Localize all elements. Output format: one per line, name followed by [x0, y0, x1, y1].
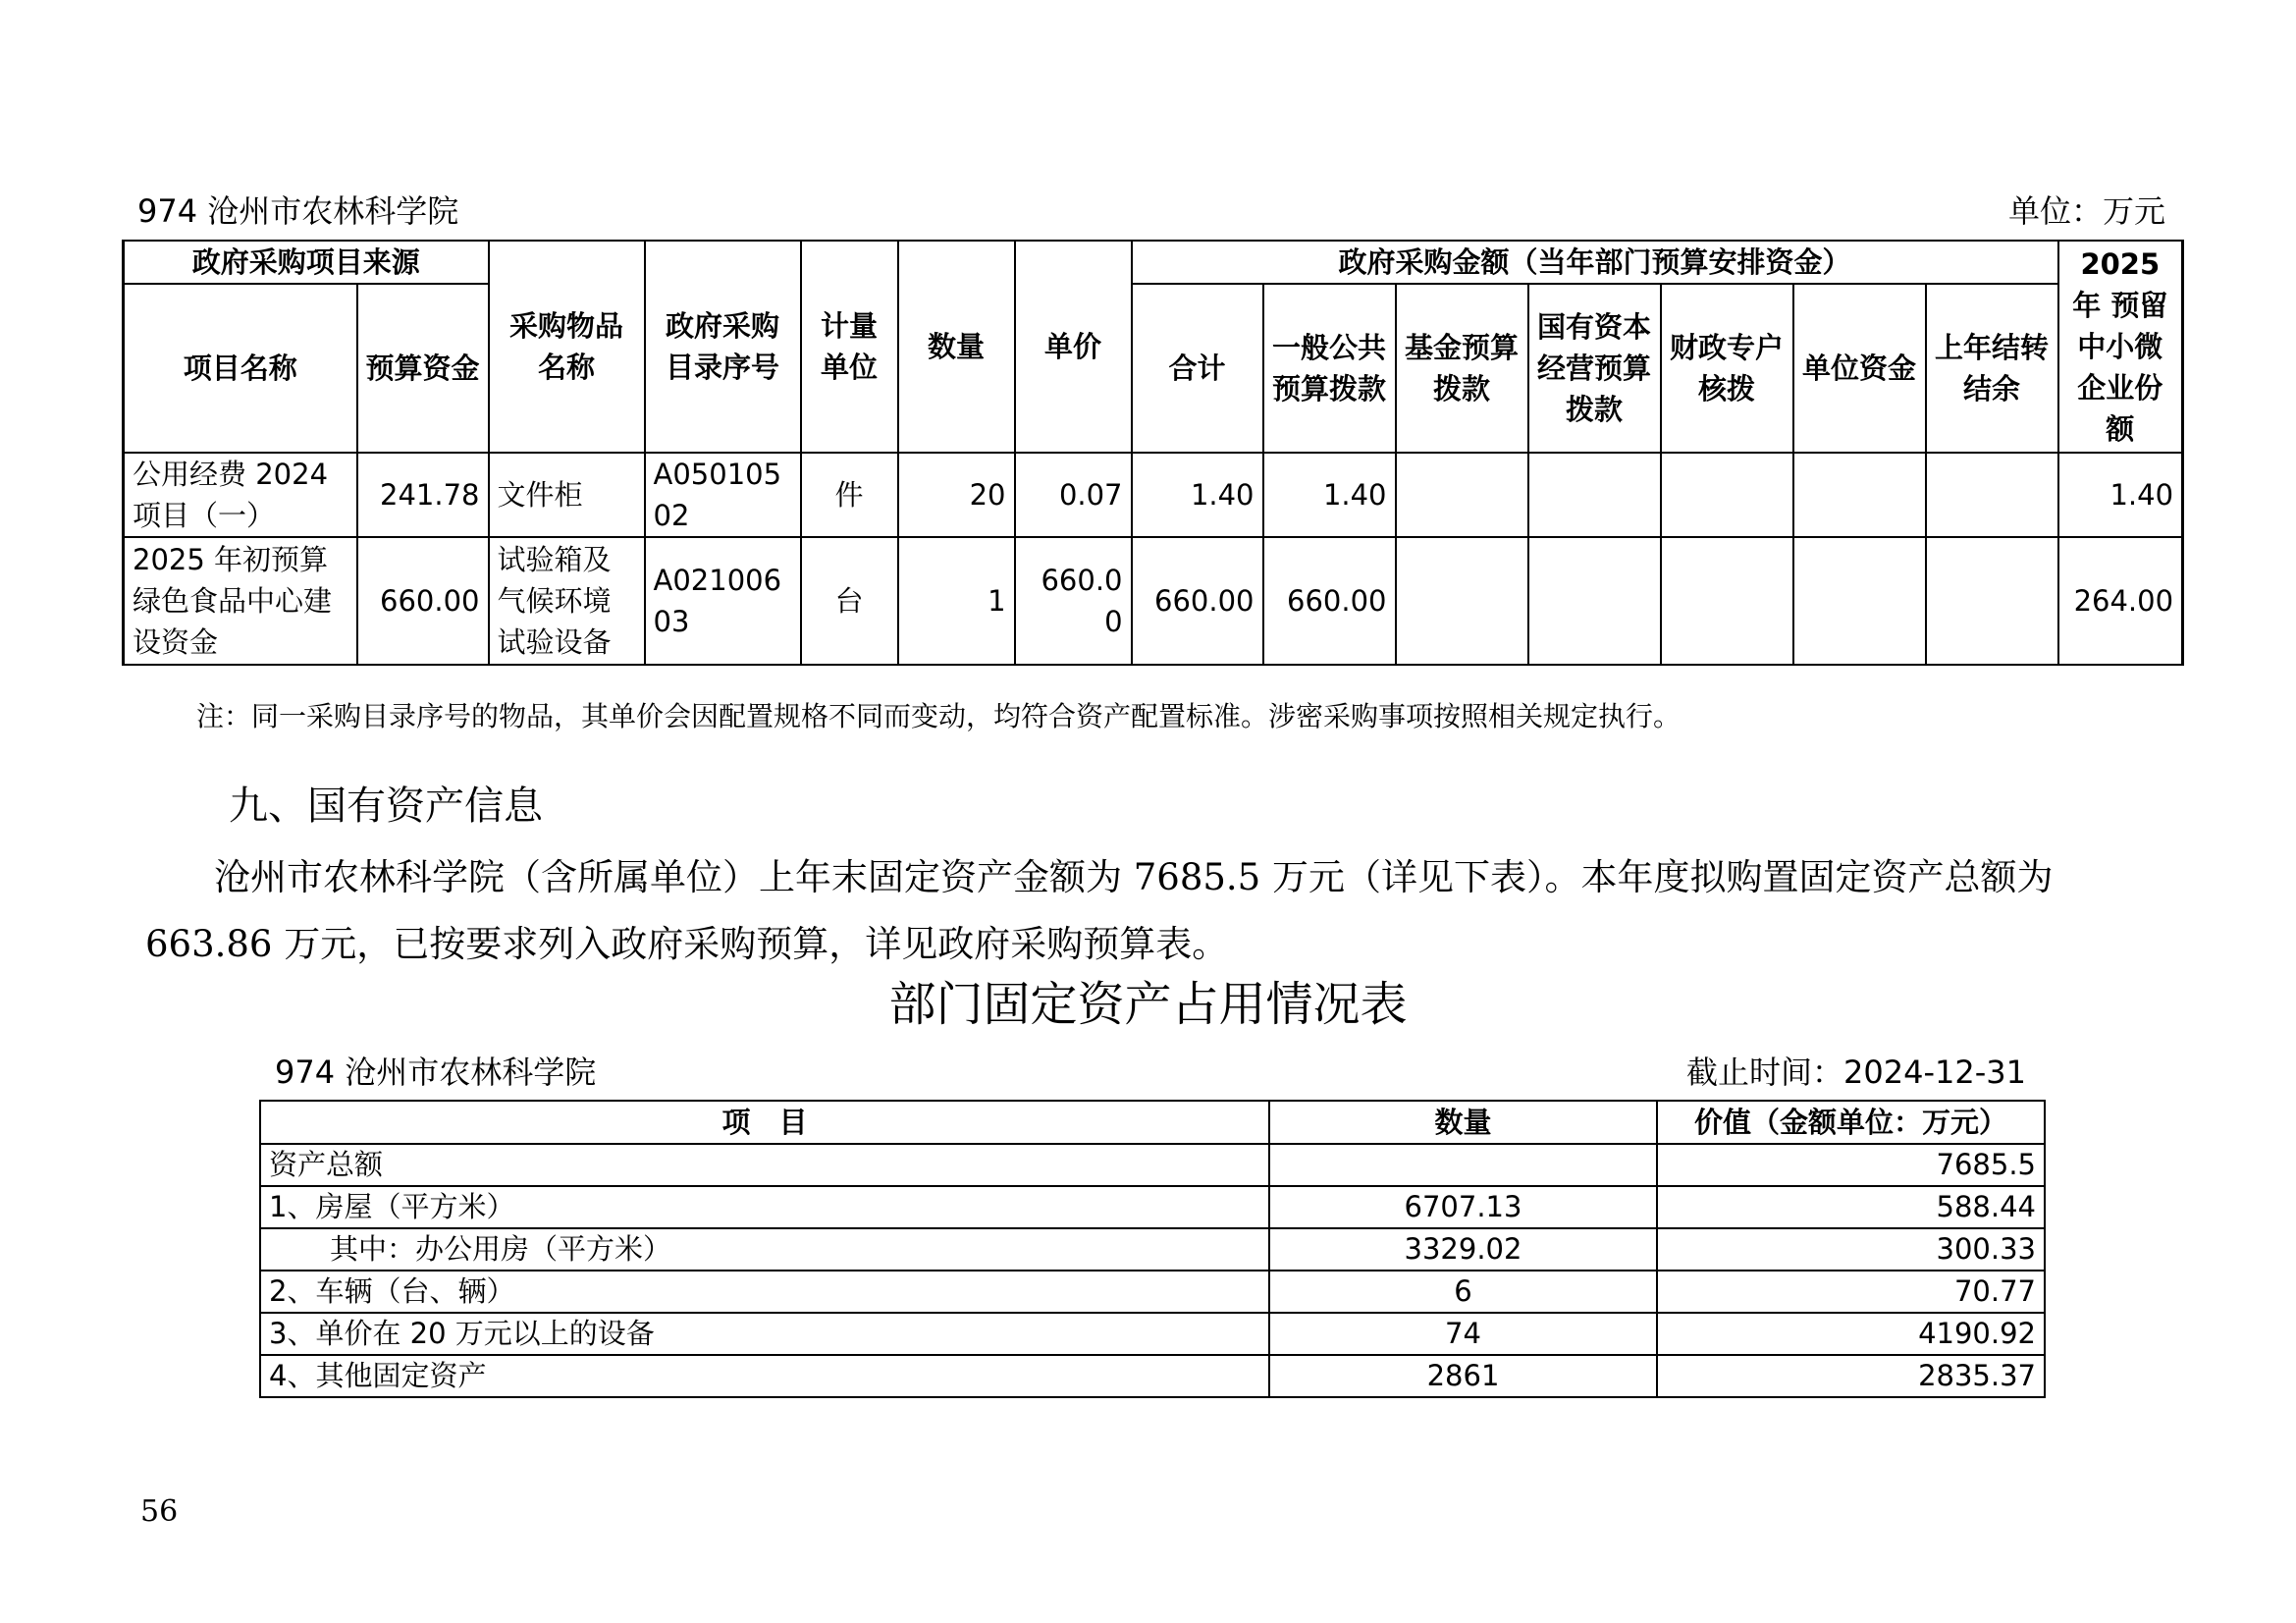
cell-total: 1.40 — [1132, 453, 1263, 537]
cell-measure-unit: 件 — [801, 453, 898, 537]
cell-state-capital — [1528, 453, 1661, 537]
cell-item-name: 试验箱及气候环境试验设备 — [489, 537, 645, 665]
cell-fund-budget — [1396, 453, 1528, 537]
cell-reserve: 264.00 — [2058, 537, 2183, 665]
cell-general-public: 1.40 — [1263, 453, 1396, 537]
cell-project-name: 公用经费 2024 项目（一） — [124, 453, 357, 537]
header-general-public: 一般公共预算拨款 — [1263, 284, 1396, 453]
table-row — [260, 1271, 2045, 1313]
cell-quantity: 20 — [898, 453, 1015, 537]
cell-asset-quantity — [1269, 1144, 1657, 1186]
table-row — [260, 1144, 2045, 1186]
cell-item: 资产总额 — [260, 1144, 1269, 1186]
cell-asset-quantity: 6707.13 — [1269, 1186, 1657, 1228]
section-paragraph-line-2: 663.86 万元，已按要求列入政府采购预算，详见政府采购预算表。 — [145, 923, 1229, 965]
section-paragraph-line-1: 沧州市农林科学院（含所属单位）上年末固定资产金额为 7685.5 万元（详见下表）。本年度拟购置固定资产总额为 — [214, 856, 2054, 898]
header-special-account: 财政专户核拨 — [1661, 284, 1793, 453]
procurement-header-row-2 — [124, 284, 2183, 453]
cell-asset-quantity: 6 — [1269, 1271, 1657, 1313]
cell-unit-funds — [1793, 537, 1926, 665]
cell-asset-quantity: 3329.02 — [1269, 1228, 1657, 1271]
cell-asset-value: 2835.37 — [1657, 1355, 2045, 1397]
cell-item: 其中：办公用房（平方米） — [260, 1228, 1269, 1271]
header-carryover: 上年结转结余 — [1926, 284, 2058, 453]
cell-unit-price: 0.07 — [1015, 453, 1132, 537]
cell-catalog-no: A050105 02 — [645, 453, 801, 537]
cell-item: 3、单价在 20 万元以上的设备 — [260, 1313, 1269, 1355]
cell-item: 2、车辆（台、辆） — [260, 1271, 1269, 1313]
cell-asset-value: 4190.92 — [1657, 1313, 2045, 1355]
asset-table-title: 部门固定资产占用情况表 — [888, 977, 1408, 1032]
header-total: 合计 — [1132, 284, 1263, 453]
cell-unit-price: 660.0 0 — [1015, 537, 1132, 665]
cell-project-name: 2025 年初预算绿色食品中心建设资金 — [124, 537, 357, 665]
procurement-note: 注：同一采购目录序号的物品，其单价会因配置规格不同而变动，均符合资产配置标准。涉密采购事项按照相关规定执行。 — [196, 700, 1682, 732]
page-number: 56 — [140, 1494, 179, 1529]
header-amount-group: 政府采购金额（当年部门预算安排资金） — [1132, 241, 2058, 284]
header-catalog-no: 政府采购目录序号 — [645, 241, 801, 453]
header-reserve: 2025年 预留中小微企业份额 — [2058, 241, 2183, 453]
asset-date-label: 截止时间：2024-12-31 — [1686, 1054, 2026, 1091]
header-unit-price: 单价 — [1015, 241, 1132, 453]
cell-special-account — [1661, 453, 1793, 537]
cell-asset-value: 70.77 — [1657, 1271, 2045, 1313]
asset-table — [259, 1100, 2046, 1398]
header-fund-budget: 基金预算拨款 — [1396, 284, 1528, 453]
header-source-group: 政府采购项目来源 — [124, 241, 489, 284]
cell-reserve: 1.40 — [2058, 453, 2183, 537]
procurement-unit-name: 974 沧州市农林科学院 — [137, 192, 459, 230]
cell-budget: 241.78 — [357, 453, 489, 537]
cell-asset-quantity: 74 — [1269, 1313, 1657, 1355]
cell-carryover — [1926, 537, 2058, 665]
cell-special-account — [1661, 537, 1793, 665]
cell-asset-value: 7685.5 — [1657, 1144, 2045, 1186]
header-item: 项 目 — [260, 1101, 1269, 1144]
table-row — [260, 1186, 2045, 1228]
table-row — [260, 1313, 2045, 1355]
cell-asset-value: 588.44 — [1657, 1186, 2045, 1228]
cell-budget: 660.00 — [357, 537, 489, 665]
header-asset-quantity: 数量 — [1269, 1101, 1657, 1144]
cell-general-public: 660.00 — [1263, 537, 1396, 665]
cell-state-capital — [1528, 537, 1661, 665]
cell-asset-quantity: 2861 — [1269, 1355, 1657, 1397]
header-measure-unit: 计量单位 — [801, 241, 898, 453]
cell-asset-value: 300.33 — [1657, 1228, 2045, 1271]
section-title: 九、国有资产信息 — [229, 784, 543, 829]
cell-item-name: 文件柜 — [489, 453, 645, 537]
header-state-capital: 国有资本经营预算拨款 — [1528, 284, 1661, 453]
cell-catalog-no: A021006 03 — [645, 537, 801, 665]
asset-unit-name: 974 沧州市农林科学院 — [275, 1054, 597, 1091]
header-asset-value: 价值（金额单位：万元） — [1657, 1101, 2045, 1144]
cell-unit-funds — [1793, 453, 1926, 537]
procurement-header-row-1 — [124, 241, 2183, 284]
table-row — [260, 1228, 2045, 1271]
cell-quantity: 1 — [898, 537, 1015, 665]
cell-item: 1、房屋（平方米） — [260, 1186, 1269, 1228]
cell-total: 660.00 — [1132, 537, 1263, 665]
header-quantity: 数量 — [898, 241, 1015, 453]
table-row — [124, 453, 2183, 537]
header-project-name: 项目名称 — [124, 284, 357, 453]
cell-carryover — [1926, 453, 2058, 537]
procurement-table — [122, 240, 2184, 666]
asset-header-row — [260, 1101, 2045, 1144]
header-budget: 预算资金 — [357, 284, 489, 453]
cell-measure-unit: 台 — [801, 537, 898, 665]
header-unit-funds: 单位资金 — [1793, 284, 1926, 453]
table-row — [260, 1355, 2045, 1397]
table-row — [124, 537, 2183, 665]
cell-item: 4、其他固定资产 — [260, 1355, 1269, 1397]
header-item-name: 采购物品名称 — [489, 241, 645, 453]
procurement-unit-label: 单位：万元 — [2007, 192, 2165, 230]
cell-fund-budget — [1396, 537, 1528, 665]
